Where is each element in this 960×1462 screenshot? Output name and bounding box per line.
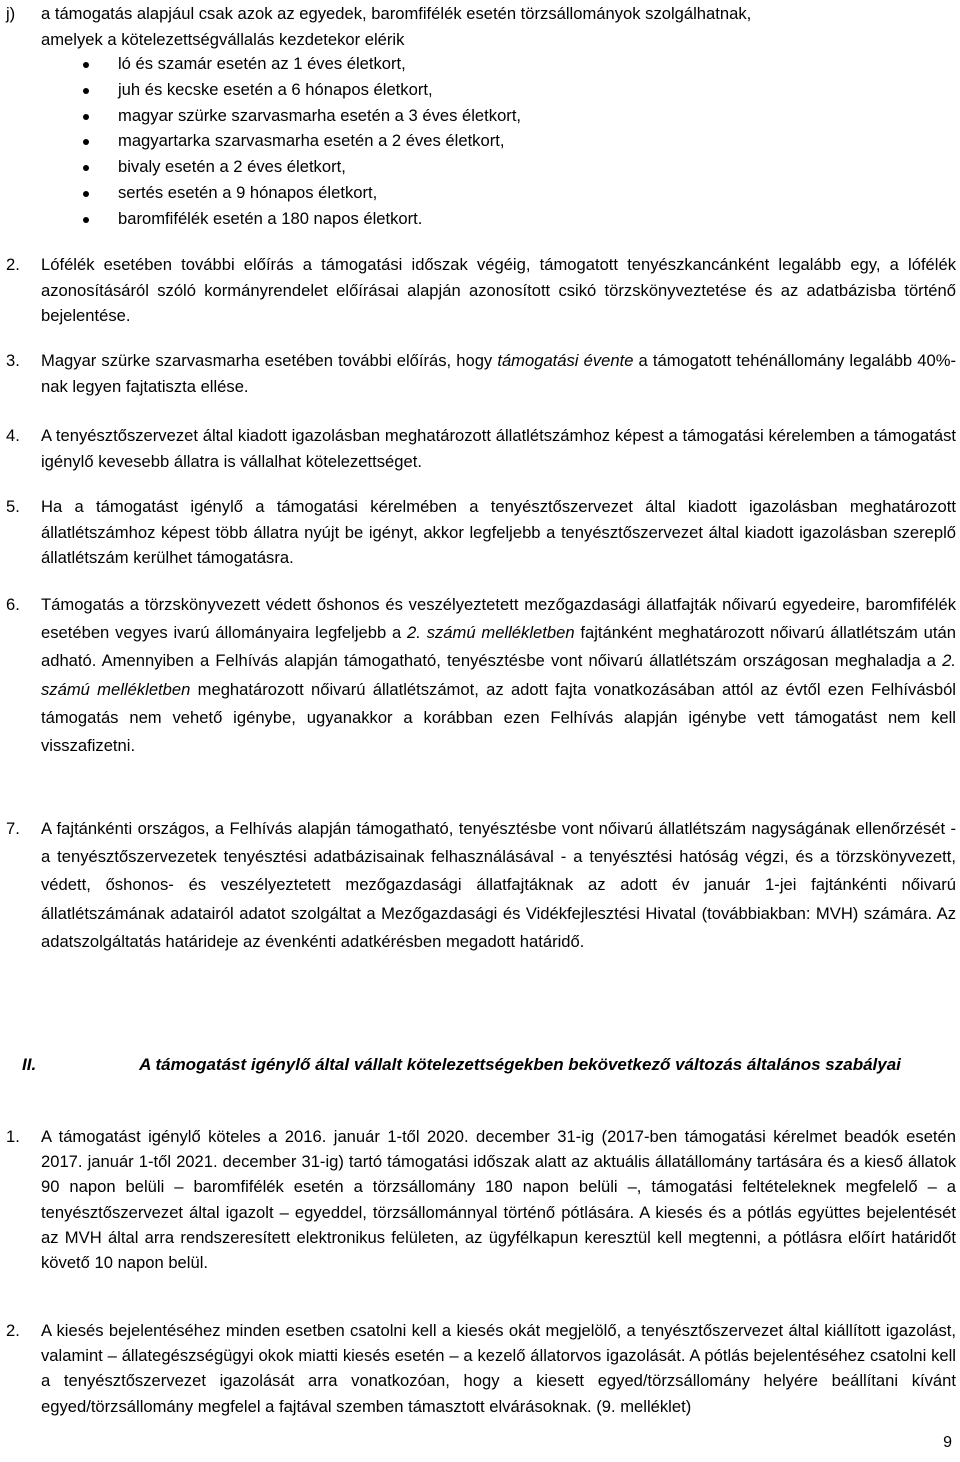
list-item-text: ló és szamár esetén az 1 éves életkort, bbox=[118, 54, 406, 73]
paragraph-j bbox=[6, 1, 956, 52]
numbered-paragraph-7 bbox=[6, 815, 956, 956]
emphasis: 2. számú mellékletben bbox=[41, 651, 956, 699]
paragraph-text bbox=[41, 1, 956, 52]
list-item-text: baromfifélék esetén a 180 napos életkort. bbox=[118, 208, 423, 228]
section-title: A támogatást igénylő által vállalt kötelezettségekben bekövetkező változás általános szabályai bbox=[139, 1055, 901, 1074]
bullet-icon bbox=[83, 139, 89, 145]
bullet-icon bbox=[83, 62, 89, 68]
item-text: Lófélék esetében további előírás a támogatási időszak végéig, támogatott tenyészkancánként legalább egy, a lófélék azonosításáról szóló kormányrendelet előírásai alapján azonosított csikó törzskönyveztetése és az adatbázisba történő bejelentése. bbox=[41, 255, 956, 325]
list-item bbox=[80, 51, 521, 77]
text-run: Magyar szürke szarvasmarha esetében további előírás, hogy bbox=[41, 351, 498, 370]
text-run: fajtánként meghatározott nőivarú állatlétszám után adható. Amennyiben a Felhívás alapján támogatható, tenyésztésbe vont nőivarú állatlétszám országosan meghaladja a bbox=[41, 623, 956, 671]
bullet-icon bbox=[83, 165, 89, 171]
section-heading bbox=[0, 1052, 960, 1078]
item-text bbox=[41, 348, 956, 399]
paragraph-label: j) bbox=[6, 4, 16, 23]
bullet-icon bbox=[83, 217, 89, 223]
list-item-text: magyar szürke szarvasmarha esetén a 3 éves életkort, bbox=[118, 105, 522, 125]
item-number: 5. bbox=[6, 497, 20, 516]
section-item-1 bbox=[6, 1124, 956, 1275]
numbered-paragraph-3 bbox=[6, 348, 956, 399]
list-item-text: sertés esetén a 9 hónapos életkort, bbox=[118, 182, 378, 202]
bullet-icon bbox=[83, 88, 89, 94]
paragraph-line: a támogatás alapjául csak azok az egyedek, baromfifélék esetén törzsállományok szolgálhatnak, bbox=[41, 4, 752, 23]
item-number: 7. bbox=[6, 819, 20, 838]
item-text: A támogatást igénylő köteles a 2016. január 1-től 2020. december 31-ig (2017-ben támogatási kérelmet beadók esetén 2017. január 1-től 2021. december 31-ig) tartó támogatási időszak alatt az aktuális állatállomány tartására és a kieső állatok 90 napon belüli – baromfifélék esetén a törzsállomány 180 napon belüli –, támogatási feltételeknek megfelelő – a tenyésztőszervezet által igazolt – egyeddel, törzsállománnyal történő pótlására. A kiesés és a pótlás együttes bejelentését az MVH által arra rendszeresített elektronikus felületen, az ügyfélkapun keresztül kell megtenni, a pótlásra előírt határidőt követő 10 napon belül. bbox=[41, 1127, 956, 1273]
item-number: 3. bbox=[6, 351, 20, 370]
paragraph-line: amelyek a kötelezettségvállalás kezdetekor elérik bbox=[41, 29, 405, 49]
item-text: Ha a támogatást igénylő a támogatási kérelmében a tenyésztőszervezet által kiadott igazolásban meghatározott állatlétszámhoz képest több állatra nyújt be igényt, akkor legfeljebb a tenyésztőszervezet által kiadott igazolásban szereplő állatlétszám kerülhet támogatásra. bbox=[41, 497, 956, 567]
text-run: Támogatás a törzskönyvezett védett őshonos és veszélyeztetett mezőgazdasági állatfajták nőivarú egyedeire, baromfifélék esetében vegyes ivarú állományaira legfeljebb a bbox=[41, 595, 956, 643]
item-number: 2. bbox=[6, 1321, 20, 1340]
list-item bbox=[80, 206, 521, 232]
list-item-text: magyartarka szarvasmarha esetén a 2 éves életkort, bbox=[118, 131, 505, 151]
page-number: 9 bbox=[943, 1434, 952, 1451]
list-item-text: juh és kecske esetén a 6 hónapos életkort, bbox=[118, 79, 433, 99]
list-item bbox=[80, 77, 521, 103]
text-run: a támogatott tehénállomány legalább 40%-nak legyen fajtatiszta ellése. bbox=[41, 351, 957, 396]
item-number: 1. bbox=[6, 1127, 20, 1146]
numbered-paragraph-4 bbox=[6, 423, 956, 474]
bullet-icon bbox=[83, 191, 89, 197]
item-text: A kiesés bejelentéséhez minden esetben csatolni kell a kiesés okát megjelölő, a tenyésztőszervezet által kiállított igazolást, valamint – állategészségügyi okok miatti kiesés esetén – a kezelő állatorvos igazolását. A pótlás bejelentéséhez csatolni kell a tenyésztőszervezet igazolását arra vonatkozóan, hogy a kiesett egyed/törzsállomány helyére beállítani kívánt egyed/törzsállomány megfelel a fajtával szemben támasztott elvárásoknak. (9. melléklet) bbox=[41, 1321, 956, 1416]
item-text: A tenyésztőszervezet által kiadott igazolásban meghatározott állatlétszámhoz képest a támogatási kérelemben a támogatást igénylő kevesebb állatra is vállalhat kötelezettséget. bbox=[41, 426, 956, 471]
numbered-paragraph-2 bbox=[6, 252, 956, 329]
section-number: II. bbox=[22, 1055, 37, 1074]
item-text: A fajtánkénti országos, a Felhívás alapján támogatható, tenyésztésbe vont nőivarú állatlétszám nagyságának ellenőrzését - a tenyésztőszervezetek tenyésztési adatbázisainak felhasználásával - a tenyésztési hatóság végzi, és a törzskönyvezett, védett, őshonos- és veszélyeztetett mezőgazdasági állatfajtáknak az adott év január 1-jei fajtánkénti nőivarú állatlétszámának adatairól adatot szolgáltat a Mezőgazdasági és Vidékfejlesztési Hivatal (továbbiakban: MVH) számára. Az adatszolgáltatás határideje az évenkénti adatkérésben megadott határidő. bbox=[41, 819, 956, 951]
item-number: 6. bbox=[6, 595, 20, 614]
emphasis: 2. számú mellékletben bbox=[407, 623, 575, 643]
item-text bbox=[41, 591, 956, 760]
item-number: 2. bbox=[6, 255, 20, 274]
emphasis: támogatási évente bbox=[497, 351, 634, 370]
bullet-icon bbox=[83, 114, 89, 120]
numbered-paragraph-5 bbox=[6, 494, 956, 571]
age-requirement-list bbox=[80, 51, 521, 232]
list-item-text: bivaly esetén a 2 éves életkort, bbox=[118, 157, 346, 177]
section-item-2 bbox=[6, 1318, 956, 1419]
text-run: meghatározott nőivarú állatlétszámot, az adott fajta vonatkozásában attól az évtől ezen Felhívásból támogatás nem vehető igénybe, ugyanakkor a korábban ezen Felhívás alapján igénybe vett támogatást nem kell visszafizetni. bbox=[41, 679, 956, 756]
list-item bbox=[80, 154, 521, 180]
item-number: 4. bbox=[6, 426, 20, 445]
numbered-paragraph-6 bbox=[6, 591, 956, 760]
list-item bbox=[80, 180, 521, 206]
list-item bbox=[80, 128, 521, 154]
list-item bbox=[80, 103, 521, 129]
